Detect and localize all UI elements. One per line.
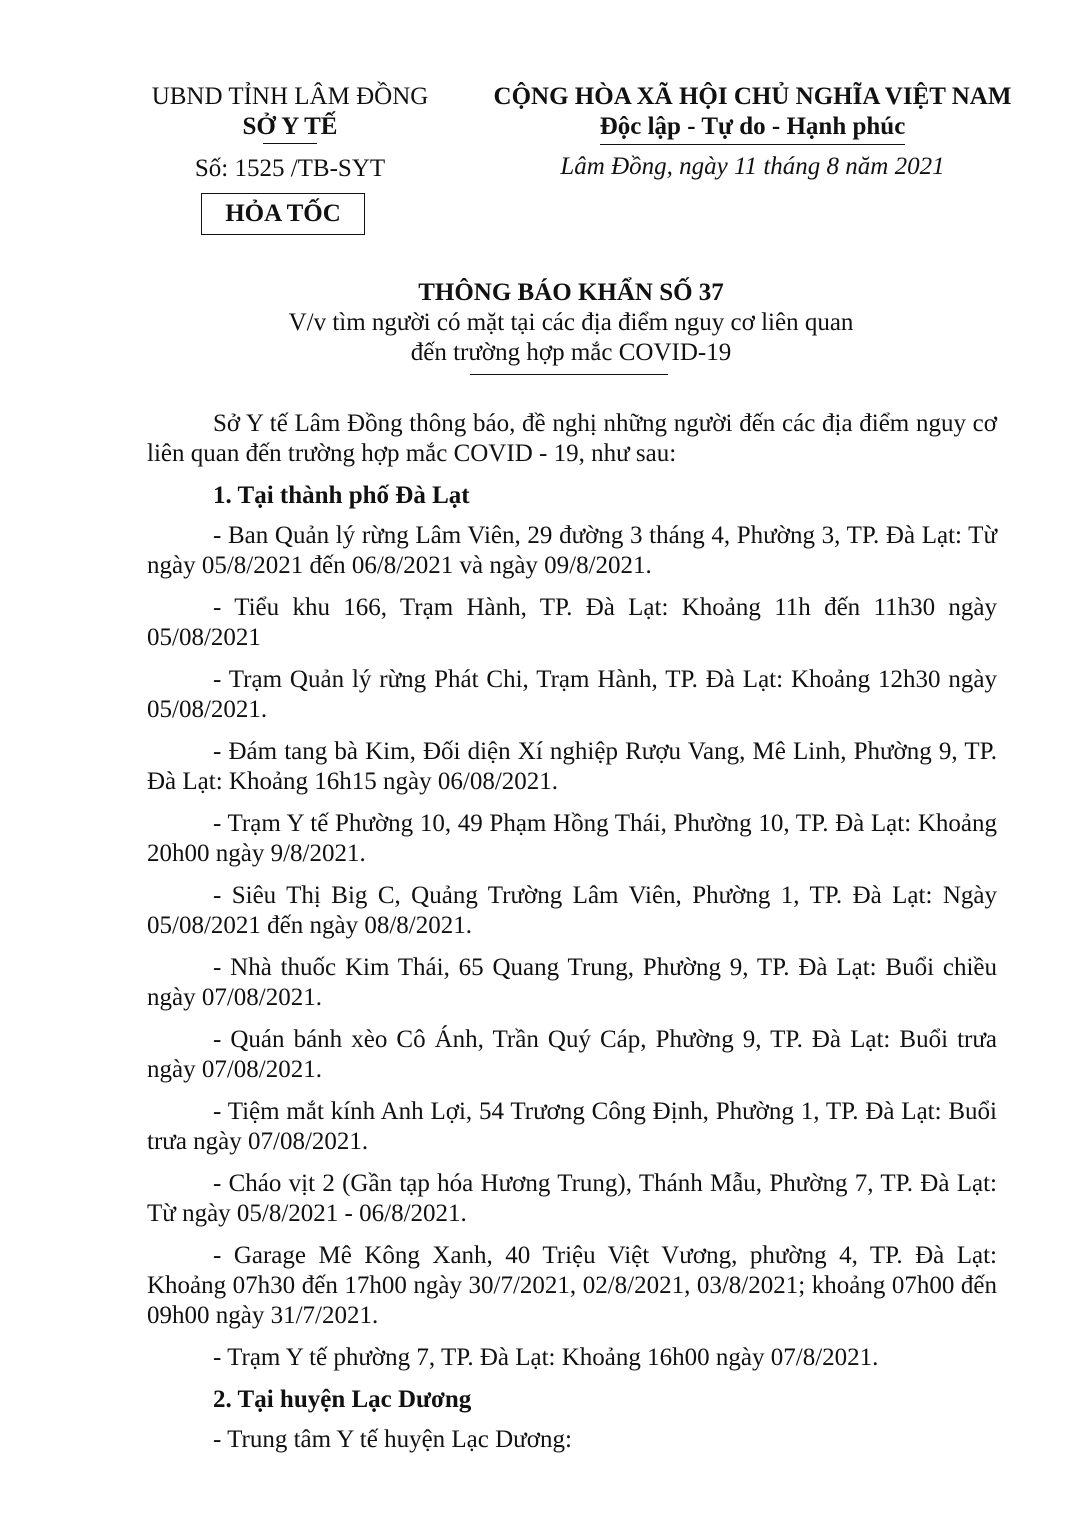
location-item: - Trạm Y tế phường 7, TP. Đà Lạt: Khoảng 16h00 ngày 07/8/2021. (213, 1344, 879, 1371)
national-motto-text: Độc lập - Tự do - Hạnh phúc (599, 113, 906, 140)
title-divider (470, 374, 668, 375)
urgent-stamp-box: HỎA TỐC (201, 193, 365, 235)
document-title-block (140, 278, 1002, 368)
location-item: - Trạm Quản lý rừng Phát Chi, Trạm Hành, TP. Đà Lạt: Khoảng 12h30 ngày 05/08/2021. (147, 666, 997, 723)
section-heading-da-lat: 1. Tại thành phố Đà Lạt (213, 482, 470, 509)
document-subject-line2: đến trường hợp mắc COVID-19 (410, 339, 732, 366)
location-item: - Quán bánh xèo Cô Ánh, Trần Quý Cáp, Phường 9, TP. Đà Lạt: Buổi trưa ngày 07/08/2021. (147, 1026, 997, 1083)
location-item: - Tiệm mắt kính Anh Lợi, 54 Trương Công Định, Phường 1, TP. Đà Lạt: Buổi trưa ngày 07/08/2021. (147, 1098, 997, 1155)
location-item: - Siêu Thị Big C, Quảng Trường Lâm Viên, Phường 1, TP. Đà Lạt: Ngày 05/08/2021 đến ngày 08/8/2021. (147, 882, 997, 939)
department-name-text: SỞ Y TẾ (242, 113, 338, 140)
intro-paragraph: Sở Y tế Lâm Đồng thông báo, đề nghị những người đến các địa điểm nguy cơ liên quan đến trường hợp mắc COVID - 19, như sau: (147, 410, 997, 467)
document-subject-line1: V/v tìm người có mặt tại các địa điểm nguy cơ liên quan (288, 309, 854, 336)
agency-name: UBND TỈNH LÂM ĐỒNG (151, 83, 429, 110)
national-motto (600, 112, 906, 142)
location-item: - Nhà thuốc Kim Thái, 65 Quang Trung, Phường 9, TP. Đà Lạt: Buổi chiều ngày 07/08/2021. (147, 954, 997, 1011)
national-header-block (480, 82, 1025, 182)
location-item: - Trạm Y tế Phường 10, 49 Phạm Hồng Thái, Phường 10, TP. Đà Lạt: Khoảng 20h00 ngày 9/8/2021. (147, 810, 997, 867)
department-underline (263, 143, 318, 144)
issuing-agency-block (140, 82, 440, 184)
location-item: - Garage Mê Kông Xanh, 40 Triệu Việt Vương, phường 4, TP. Đà Lạt: Khoảng 07h30 đến 17h00 ngày 30/7/2021, 02/8/2021, 03/8/2021; khoảng 07h00 đến 09h00 ngày 31/7/2021. (147, 1242, 997, 1329)
location-item: - Đám tang bà Kim, Đối diện Xí nghiệp Rượu Vang, Mê Linh, Phường 9, TP. Đà Lạt: Khoảng 16h15 ngày 06/08/2021. (147, 738, 997, 795)
location-item: - Cháo vịt 2 (Gần tạp hóa Hương Trung), Thánh Mẫu, Phường 7, TP. Đà Lạt: Từ ngày 05/8/2021 - 06/8/2021. (147, 1170, 997, 1227)
section-heading-lac-duong: 2. Tại huyện Lạc Dương (213, 1386, 472, 1413)
department-name (243, 112, 338, 142)
document-body (147, 409, 997, 1455)
motto-underline (600, 144, 906, 145)
location-item: - Ban Quản lý rừng Lâm Viên, 29 đường 3 tháng 4, Phường 3, TP. Đà Lạt: Từ ngày 05/8/2021 đến 06/8/2021 và ngày 09/8/2021. (147, 522, 997, 579)
location-item: - Trung tâm Y tế huyện Lạc Dương: (213, 1426, 572, 1453)
location-item: - Tiểu khu 166, Trạm Hành, TP. Đà Lạt: Khoảng 11h đến 11h30 ngày 05/08/2021 (147, 594, 997, 651)
country-name: CỘNG HÒA XÃ HỘI CHỦ NGHĨA VIỆT NAM (493, 83, 1012, 110)
document-number: Số: 1525 /TB-SYT (194, 155, 386, 182)
document-title: THÔNG BÁO KHẨN SỐ 37 (418, 279, 724, 306)
place-and-date: Lâm Đồng, ngày 11 tháng 8 năm 2021 (560, 153, 945, 180)
